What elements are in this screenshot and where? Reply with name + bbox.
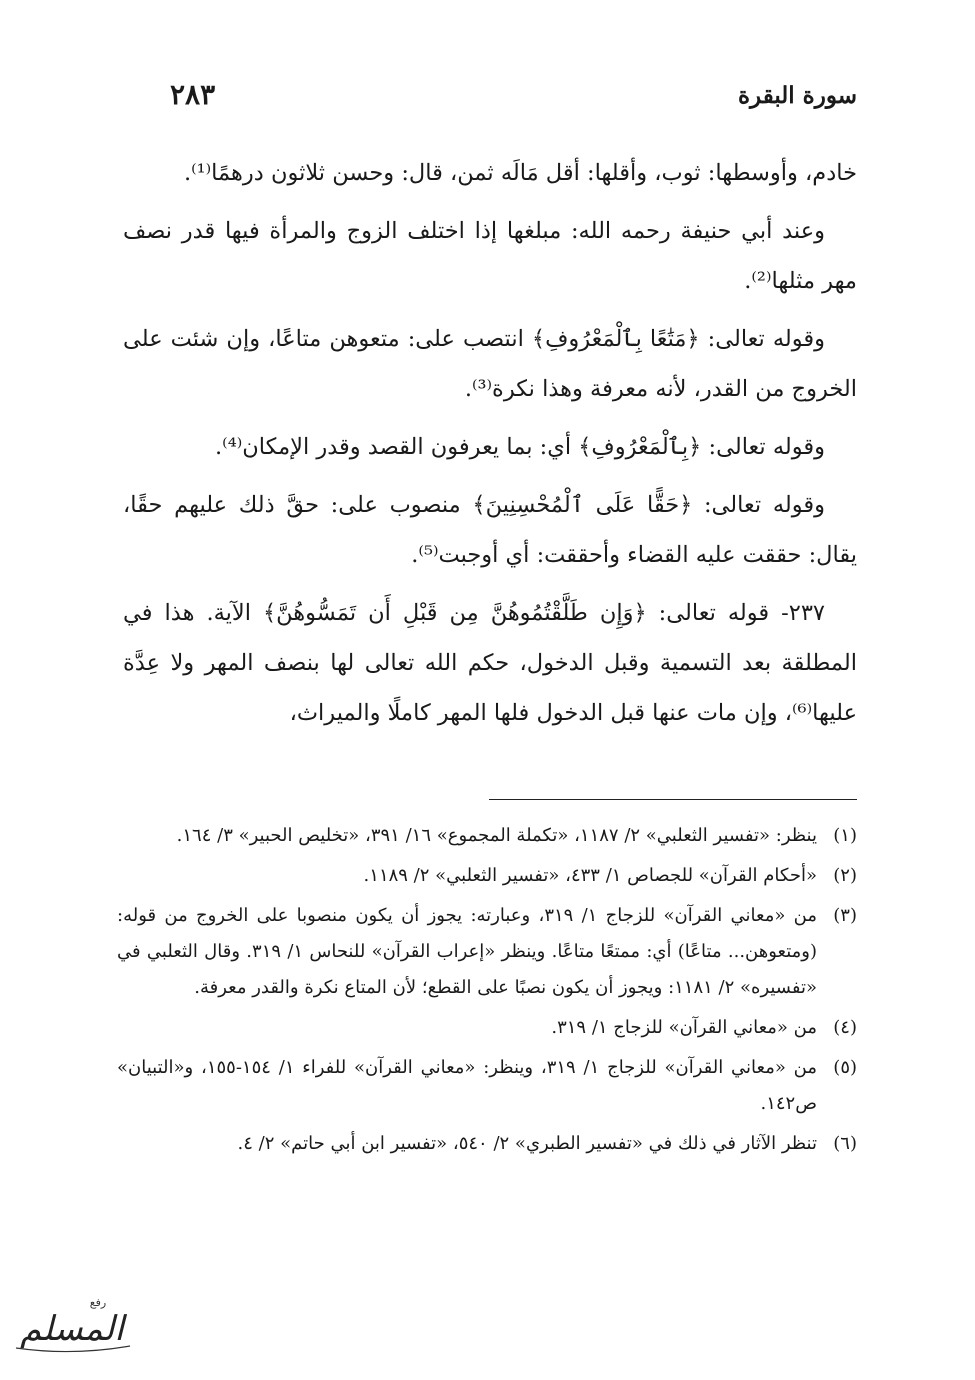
footnote-text: ينظر: «تفسير الثعلبي» ٢/ ١١٨٧، «تكملة المجموع» ١٦/ ٣٩١، «تخليص الحبير» ٣/ ١٦٤. [176, 825, 817, 846]
footnote-number: (١) [833, 825, 857, 846]
footnote [117, 1050, 857, 1122]
footnote-number: (٢) [833, 865, 857, 886]
footnote-text: تنظر الآثار في ذلك في «تفسير الطبري» ٢/ ٥٤٠، «تفسير ابن أبي حاتم» ٢/ ٤. [237, 1133, 817, 1154]
footnote-text: من «معاني القرآن» للزجاج ١/ ٣١٩. [551, 1017, 817, 1038]
footnotes [117, 818, 857, 1166]
logo-text: المسلم [20, 1309, 124, 1349]
footnote-number: (٤) [833, 1017, 857, 1038]
page-number: ٢٨٣ [170, 78, 216, 111]
logo-subtext: رفع [89, 1296, 107, 1309]
paragraph: وقوله تعالى: ﴿بِٱلْمَعْرُوفِ﴾ أي: بما يعرفون القصد وقدر الإمكان⁽⁴⁾. [215, 434, 825, 460]
footnote [117, 1126, 857, 1162]
page-header [170, 78, 857, 122]
paragraph: ٢٣٧- قوله تعالى: ﴿وَإِن طَلَّقْتُمُوهُنَّ مِن قَبْلِ أَن تَمَسُّوهُنَّ﴾ الآية. هذا في المطلقة بعد التسمية وقبل الدخول، حكم الله تعالى لها بنصف المهر ولا عِدَّة عليها⁽⁶⁾، وإن مات عنها قبل الدخول فلها المهر كاملًا والميراث، [123, 600, 857, 726]
footnote-text: من «معاني القرآن» للزجاج ١/ ٣١٩، وعبارته: يجوز أن يكون منصوبا على الخروج من قوله: (ومتعوهن... متاعًا) أي: ممتعًا متاعًا. وينظر «إعراب القرآن» للنحاس ١/ ٣١٩. وقال الثعلبي في «تفسيره» ٢/ ١١٨١: ويجوز أن يكون نصبًا على القطع؛ لأن المتاع نكرة والقدر معرفة. [117, 905, 818, 998]
paragraph: وقوله تعالى: ﴿مَتَٰعًا بِٱلْمَعْرُوفِ﴾ انتصب على: متعوهن متاعًا، وإن شئت على الخروج من القدر، لأنه معرفة وهذا نكرة⁽³⁾. [123, 326, 857, 402]
footnote [117, 1010, 857, 1046]
footnote-number: (٣) [833, 905, 857, 926]
footnote [117, 858, 857, 894]
footnote-divider [489, 799, 857, 800]
paragraph: وعند أبي حنيفة رحمه الله: مبلغها إذا اختلف الزوج والمرأة فيها قدر نصف مهر مثلها⁽²⁾. [123, 218, 857, 294]
surah-title: سورة البقرة [737, 82, 857, 109]
footnote-text: «أحكام القرآن» للجصاص ١/ ٤٣٣، «تفسير الثعلبي» ٢/ ١١٨٩. [363, 865, 817, 886]
footnote [117, 818, 857, 854]
main-text [123, 148, 857, 746]
footnote [117, 898, 857, 1006]
footnote-number: (٦) [833, 1133, 857, 1154]
footnote-number: (٥) [833, 1057, 858, 1078]
footnote-text: من «معاني القرآن» للزجاج ١/ ٣١٩، وينظر: «معاني القرآن» للفراء ١/ ١٥٤-١٥٥، و«التبيان» ص١٤٢. [117, 1057, 818, 1114]
paragraph: خادم، وأوسطها: ثوب، وأقلها: أقل مَالَه ثمن، قال: وحسن ثلاثون درهمًا⁽¹⁾. [183, 160, 857, 186]
publisher-logo [6, 1290, 138, 1362]
paragraph: وقوله تعالى: ﴿حَقًّا عَلَى ٱلْمُحْسِنِينَ﴾ منصوب على: حقَّ ذلك عليهم حقًا، يقال: حققت عليه القضاء وأحققت: أي أوجبت⁽⁵⁾. [123, 492, 857, 568]
